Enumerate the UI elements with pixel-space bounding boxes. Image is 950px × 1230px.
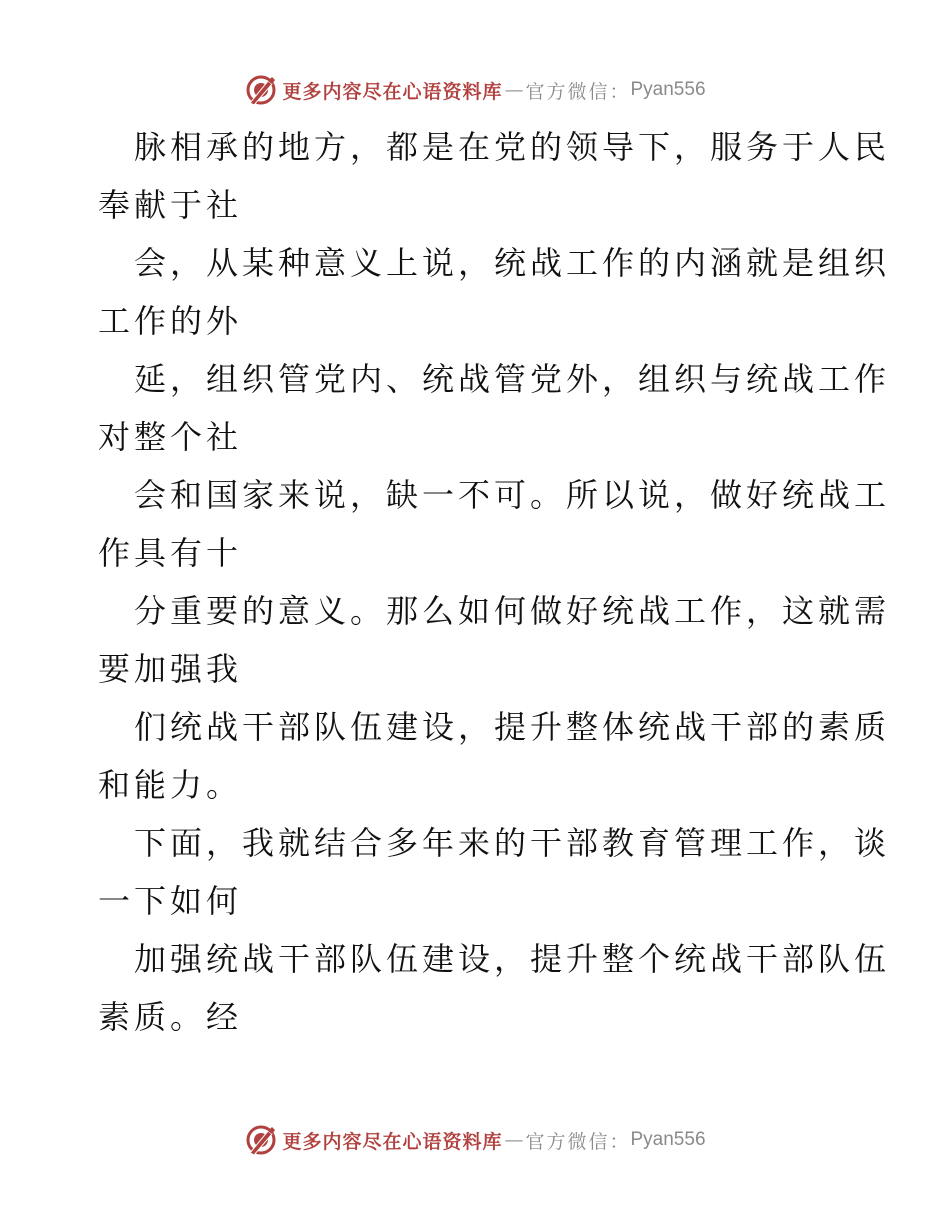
paragraph-line: 对整个社 bbox=[98, 418, 243, 456]
paragraph-line: 和能力。 bbox=[98, 766, 243, 804]
paragraph-line: 们统战干部队伍建设，提升整体统战干部的素质 bbox=[134, 708, 891, 746]
header-banner bbox=[0, 70, 950, 110]
paragraph-line: 工作的外 bbox=[98, 302, 243, 340]
footer-separator: — bbox=[504, 1129, 524, 1151]
paragraph bbox=[98, 118, 891, 234]
paragraph bbox=[98, 234, 891, 350]
paragraph-line: 会，从某种意义上说，统战工作的内涵就是组织 bbox=[134, 244, 891, 282]
paragraph-line: 奉献于社 bbox=[98, 186, 243, 224]
footer-brand-text: 更多内容尽在心语资料库 bbox=[282, 1130, 503, 1153]
pen-logo-icon bbox=[244, 1123, 278, 1157]
paragraph-line: 脉相承的地方，都是在党的领导下，服务于人民 bbox=[134, 128, 891, 166]
paragraph bbox=[98, 582, 891, 698]
paragraph bbox=[98, 466, 891, 582]
footer-banner bbox=[0, 1120, 950, 1160]
paragraph-line: 素质。经 bbox=[98, 998, 243, 1036]
pen-logo-icon bbox=[244, 73, 278, 107]
paragraph-line: 分重要的意义。那么如何做好统战工作，这就需 bbox=[134, 592, 891, 630]
header-separator: — bbox=[504, 79, 524, 101]
paragraph-line: 一下如何 bbox=[98, 882, 243, 920]
paragraph bbox=[98, 930, 891, 1046]
paragraph-line: 要加强我 bbox=[98, 650, 243, 688]
paragraph-line: 加强统战干部队伍建设，提升整个统战干部队伍 bbox=[134, 940, 891, 978]
paragraph-line: 下面，我就结合多年来的干部教育管理工作，谈 bbox=[134, 824, 891, 862]
header-account: Pyan556 bbox=[630, 79, 706, 100]
footer-account: Pyan556 bbox=[630, 1129, 706, 1150]
document-body bbox=[98, 118, 891, 1046]
paragraph-line: 延，组织管党内、统战管党外，组织与统战工作 bbox=[134, 360, 891, 398]
footer-official-label: 官方微信： bbox=[525, 1130, 631, 1153]
paragraph bbox=[98, 698, 891, 814]
header-brand-text: 更多内容尽在心语资料库 bbox=[282, 80, 503, 103]
paragraph bbox=[98, 350, 891, 466]
header-official-label: 官方微信： bbox=[525, 80, 631, 103]
paragraph-line: 作具有十 bbox=[98, 534, 243, 572]
paragraph bbox=[98, 814, 891, 930]
paragraph-line: 会和国家来说，缺一不可。所以说，做好统战工 bbox=[134, 476, 891, 514]
